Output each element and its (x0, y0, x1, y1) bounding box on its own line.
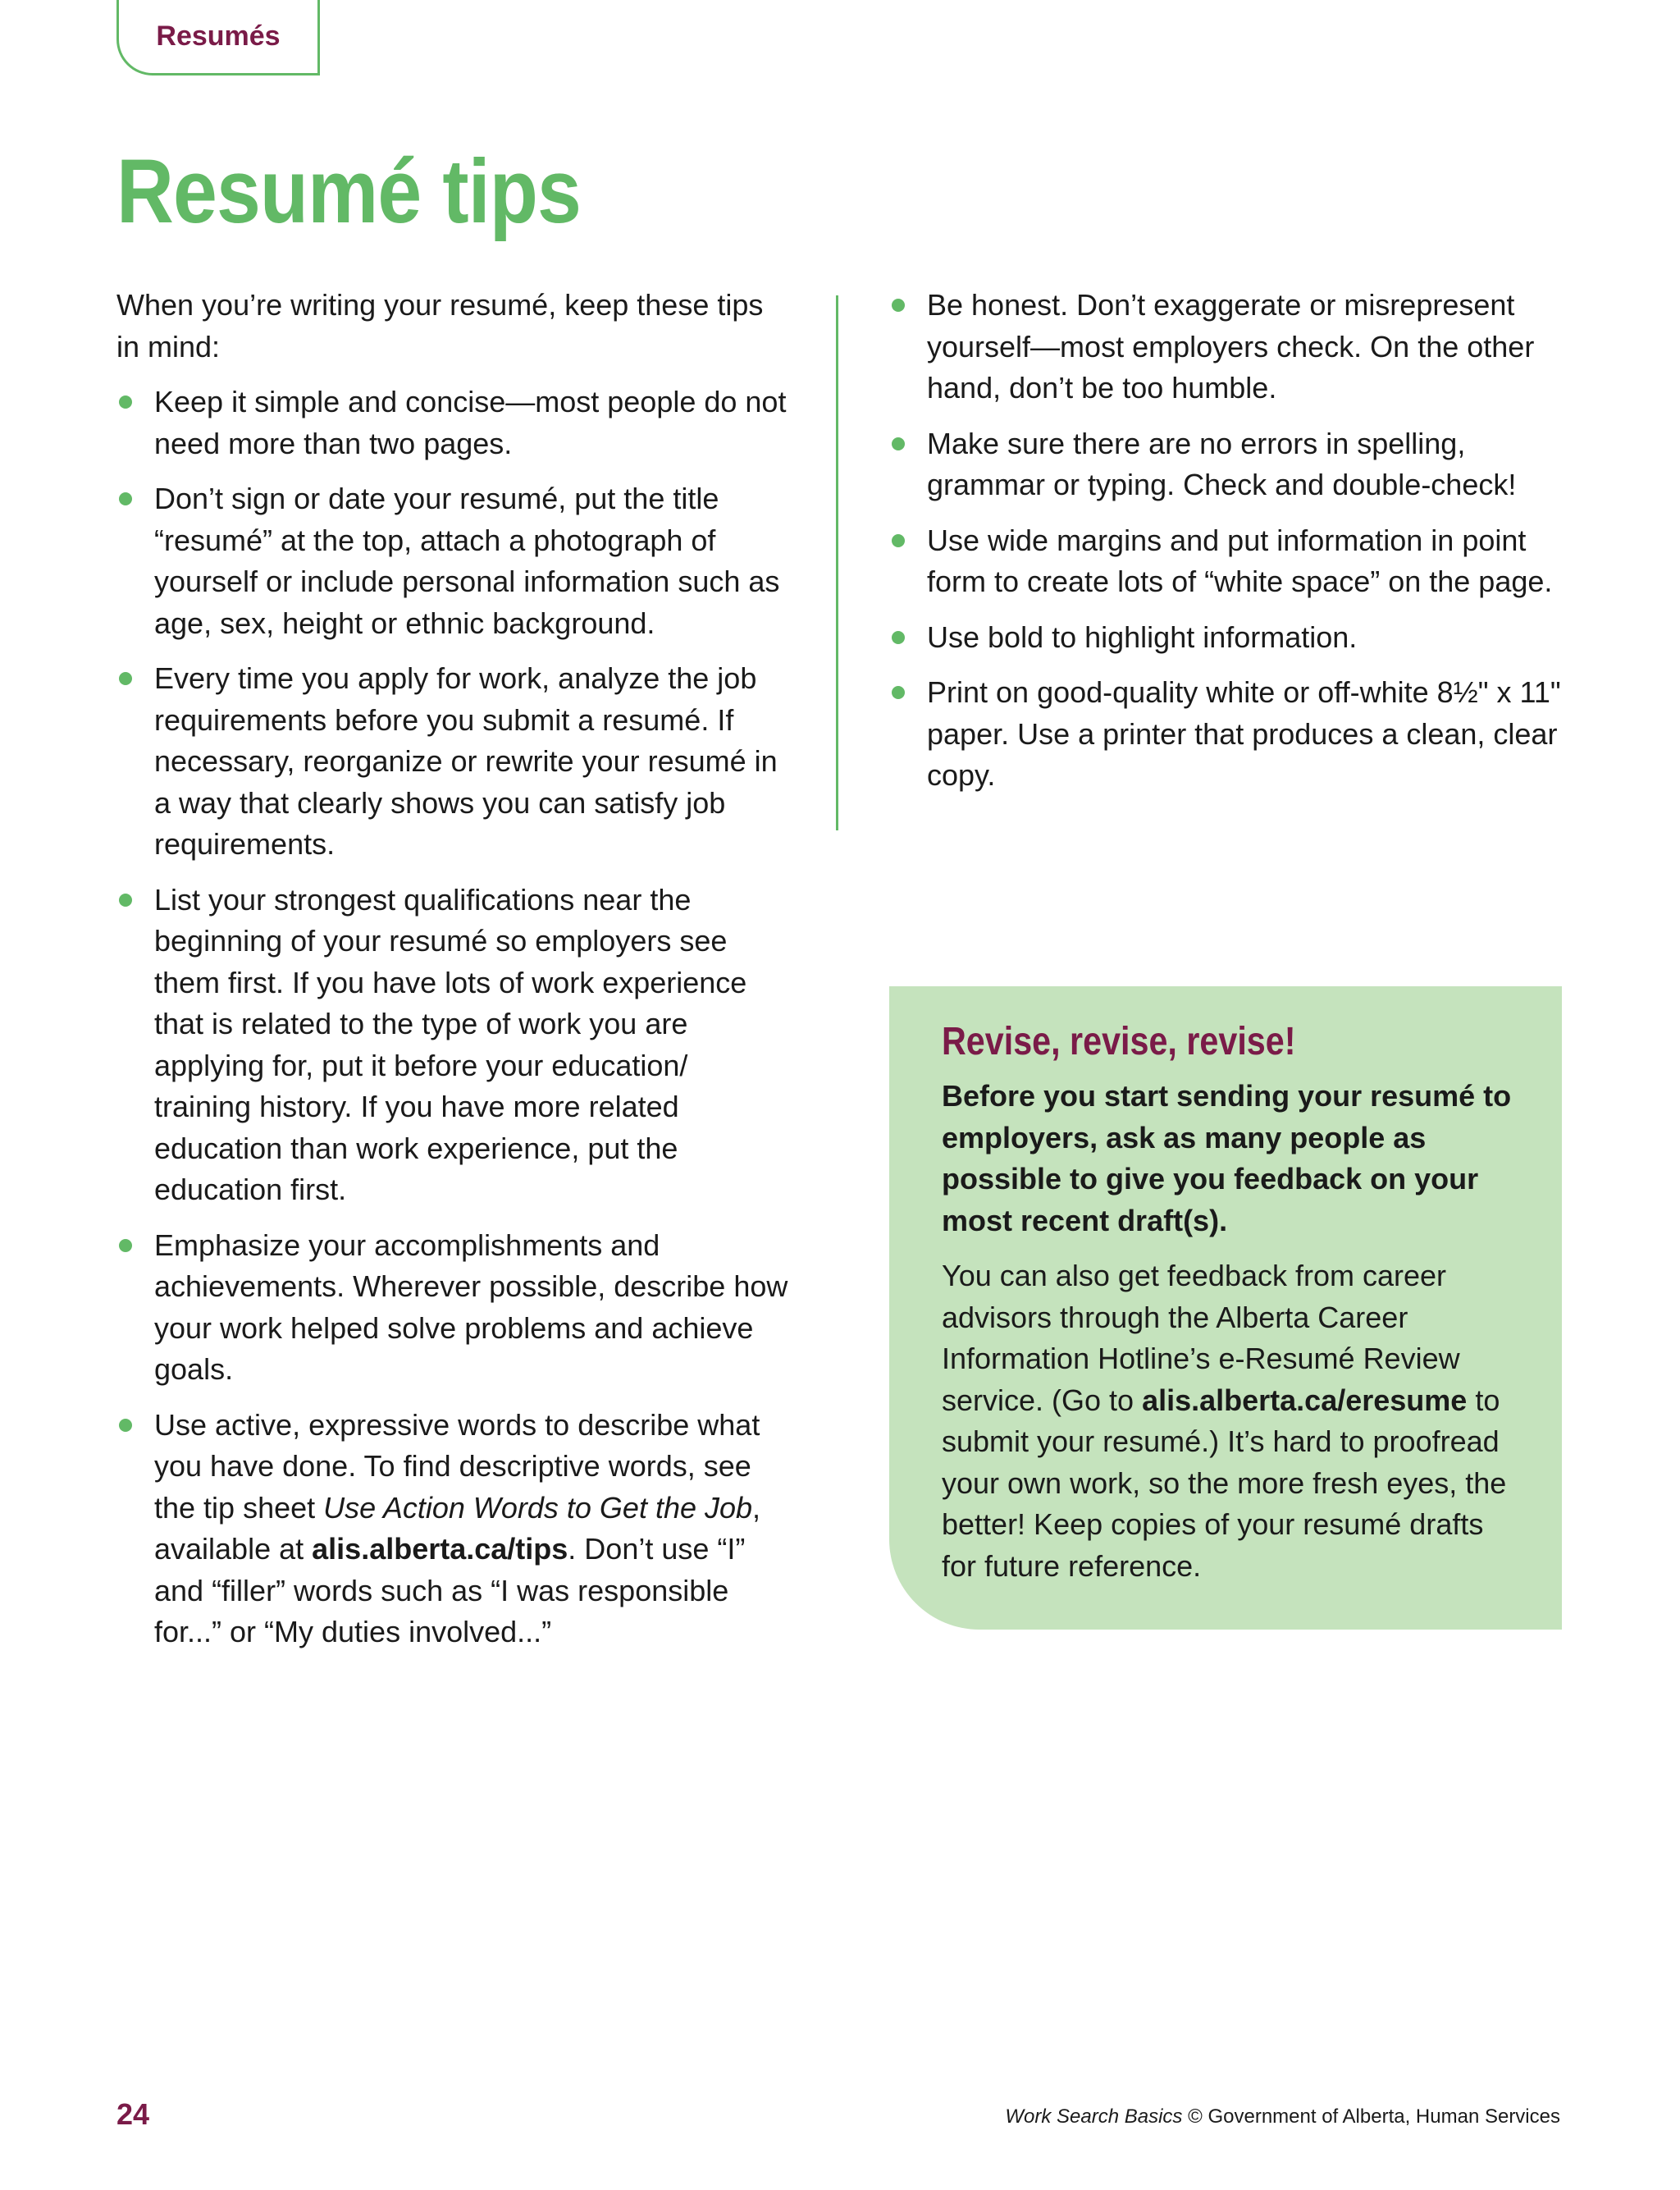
callout-body-part: You can also get feedback from career advisors through the Alberta Career Information Hotline’s e-Resumé Review service. (Go to (942, 1259, 1460, 1417)
eresume-link[interactable]: alis.alberta.ca/eresume (1142, 1383, 1468, 1417)
bullet-icon (119, 894, 132, 907)
page-number: 24 (116, 2097, 150, 2131)
tip-text: Don’t sign or date your resumé, put the title “resumé” at the top, attach a photograph of yourself or include personal information such as age, sex, height or ethnic background. (154, 482, 780, 640)
bullet-icon (892, 299, 905, 312)
bullet-icon (119, 1239, 132, 1252)
section-tab (116, 0, 320, 75)
column-divider (836, 295, 838, 830)
page-title: Resumé tips (116, 141, 581, 242)
callout-lead: Before you start sending your resumé to employers, ask as many people as possible to give you feedback on your most recent draft(s). (942, 1079, 1512, 1237)
bullet-icon (119, 395, 132, 409)
list-item (889, 520, 1570, 603)
bullet-icon (892, 631, 905, 644)
tip-text: Keep it simple and concise—most people do not need more than two pages. (154, 385, 787, 460)
tip-text: Emphasize your accomplishments and achievements. Wherever possible, describe how your work helped solve problems and achieve goals. (154, 1228, 788, 1386)
tip-text: List your strongest qualifications near the beginning of your resumé so employers see them first. If you have lots of work experience that is related to the type of work you are applying for, put it before your education/ training history. If you have more related education than work experience, put the education first. (154, 882, 747, 1206)
left-column (116, 285, 789, 1667)
bullet-icon (892, 534, 905, 547)
bullet-icon (119, 672, 132, 685)
tip-text: Print on good-quality white or off-white 8½" x 11" paper. Use a printer that produces a clean, clear copy. (927, 675, 1561, 792)
tips-link[interactable]: alis.alberta.ca/tips (312, 1532, 568, 1566)
tips-list-right (889, 285, 1570, 797)
bullet-icon (892, 437, 905, 450)
tip-sheet-title: Use Action Words to Get the Job (323, 1490, 753, 1525)
tip-text: Use bold to highlight information. (927, 620, 1358, 654)
intro-text: When you’re writing your resumé, keep these tips in mind: (116, 288, 764, 363)
list-item (116, 880, 789, 1211)
list-item (116, 382, 789, 464)
list-item (889, 423, 1570, 506)
footer-credit (1005, 2105, 1560, 2128)
section-tab-label: Resumés (156, 21, 281, 52)
bullet-icon (119, 492, 132, 505)
tip-text: Use wide margins and put information in point form to create lots of “white space” on the page. (927, 523, 1553, 598)
publication-title: Work Search Basics (1005, 2105, 1183, 2128)
copyright-text: © Government of Alberta, Human Services (1188, 2105, 1560, 2128)
revise-callout-box (889, 986, 1562, 1630)
list-item (116, 1225, 789, 1391)
tip-text: Every time you apply for work, analyze the job requirements before you submit a resumé. If necessary, reorganize or rewrite your resumé in a way that clearly shows you can satisfy job requirements. (154, 661, 778, 861)
list-item (889, 285, 1570, 409)
tip-text-part: . Don’t use “I” and “filler” words such as “I was responsible for...” or “My duties involved...” (154, 1532, 746, 1648)
tips-list-left (116, 382, 789, 1653)
tip-text: Be honest. Don’t exaggerate or misrepresent yourself—most employers check. On the other hand, don’t be too humble. (927, 288, 1535, 405)
callout-body (942, 1255, 1518, 1587)
list-item (889, 617, 1570, 659)
bullet-icon (892, 686, 905, 699)
right-column (889, 285, 1570, 811)
callout-title: Revise, revise, revise! (942, 1020, 1296, 1063)
list-item (116, 1405, 789, 1653)
list-item (116, 658, 789, 866)
bullet-icon (119, 1419, 132, 1432)
list-item (889, 672, 1570, 797)
list-item (116, 478, 789, 644)
callout-body-part: to submit your resumé.) It’s hard to proofread your own work, so the more fresh eyes, the better! Keep copies of your resumé drafts for future reference. (942, 1383, 1507, 1583)
tip-text-part: Use active, expressive words to describe what you have done. To find descriptive words, see the tip sheet (154, 1407, 760, 1525)
tip-text-part: , available at (154, 1490, 761, 1566)
tip-text: Make sure there are no errors in spelling, grammar or typing. Check and double-check! (927, 426, 1517, 501)
